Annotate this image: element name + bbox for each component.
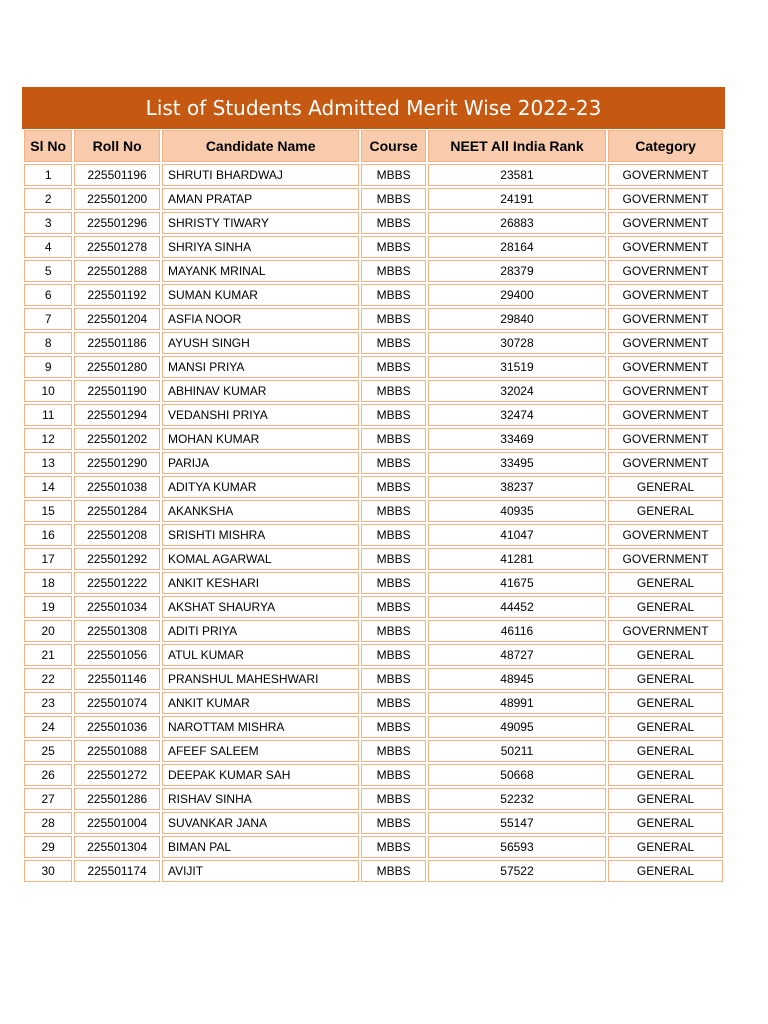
category-cell: GOVERNMENT: [608, 428, 723, 450]
sl-no-cell: 9: [24, 356, 72, 378]
sl-no-cell: 16: [24, 524, 72, 546]
course-cell: MBBS: [361, 236, 425, 258]
table-row: [24, 428, 723, 450]
candidate-name-cell: AMAN PRATAP: [162, 188, 359, 210]
neet-rank-cell: 33495: [428, 452, 606, 474]
course-cell: MBBS: [361, 476, 425, 498]
neet-rank-cell: 29840: [428, 308, 606, 330]
candidate-name-cell: SHRISTY TIWARY: [162, 212, 359, 234]
candidate-name-cell: SRISHTI MISHRA: [162, 524, 359, 546]
table-row: [24, 380, 723, 402]
neet-rank-cell: 26883: [428, 212, 606, 234]
course-cell: MBBS: [361, 164, 425, 186]
category-cell: GOVERNMENT: [608, 332, 723, 354]
table-row: [24, 620, 723, 642]
table-row: [24, 308, 723, 330]
course-cell: MBBS: [361, 308, 425, 330]
course-cell: MBBS: [361, 500, 425, 522]
candidate-name-cell: MOHAN KUMAR: [162, 428, 359, 450]
table-row: [24, 788, 723, 810]
table-row: [24, 596, 723, 618]
course-cell: MBBS: [361, 692, 425, 714]
candidate-name-cell: ANKIT KUMAR: [162, 692, 359, 714]
course-cell: MBBS: [361, 716, 425, 738]
roll-no-cell: 225501286: [74, 788, 160, 810]
candidate-name-cell: SUMAN KUMAR: [162, 284, 359, 306]
merit-list-sheet: [22, 87, 725, 884]
sl-no-cell: 20: [24, 620, 72, 642]
category-cell: GOVERNMENT: [608, 524, 723, 546]
table-row: [24, 476, 723, 498]
roll-no-cell: 225501146: [74, 668, 160, 690]
sl-no-cell: 12: [24, 428, 72, 450]
roll-no-cell: 225501190: [74, 380, 160, 402]
roll-no-cell: 225501202: [74, 428, 160, 450]
neet-rank-cell: 48991: [428, 692, 606, 714]
column-header-candidate-name: Candidate Name: [162, 130, 359, 162]
table-row: [24, 572, 723, 594]
neet-rank-cell: 38237: [428, 476, 606, 498]
course-cell: MBBS: [361, 788, 425, 810]
neet-rank-cell: 24191: [428, 188, 606, 210]
sl-no-cell: 13: [24, 452, 72, 474]
category-cell: GOVERNMENT: [608, 260, 723, 282]
neet-rank-cell: 28164: [428, 236, 606, 258]
roll-no-cell: 225501174: [74, 860, 160, 882]
neet-rank-cell: 44452: [428, 596, 606, 618]
roll-no-cell: 225501074: [74, 692, 160, 714]
roll-no-cell: 225501200: [74, 188, 160, 210]
neet-rank-cell: 33469: [428, 428, 606, 450]
course-cell: MBBS: [361, 860, 425, 882]
course-cell: MBBS: [361, 188, 425, 210]
roll-no-cell: 225501308: [74, 620, 160, 642]
table-row: [24, 284, 723, 306]
neet-rank-cell: 52232: [428, 788, 606, 810]
header-row: [24, 130, 723, 162]
roll-no-cell: 225501036: [74, 716, 160, 738]
roll-no-cell: 225501208: [74, 524, 160, 546]
category-cell: GOVERNMENT: [608, 548, 723, 570]
category-cell: GENERAL: [608, 788, 723, 810]
roll-no-cell: 225501296: [74, 212, 160, 234]
sl-no-cell: 8: [24, 332, 72, 354]
candidate-name-cell: SHRIYA SINHA: [162, 236, 359, 258]
candidate-name-cell: ANKIT KESHARI: [162, 572, 359, 594]
neet-rank-cell: 49095: [428, 716, 606, 738]
sl-no-cell: 26: [24, 764, 72, 786]
neet-rank-cell: 57522: [428, 860, 606, 882]
category-cell: GOVERNMENT: [608, 380, 723, 402]
category-cell: GOVERNMENT: [608, 452, 723, 474]
course-cell: MBBS: [361, 452, 425, 474]
table-row: [24, 404, 723, 426]
table-row: [24, 812, 723, 834]
candidate-name-cell: KOMAL AGARWAL: [162, 548, 359, 570]
category-cell: GENERAL: [608, 596, 723, 618]
category-cell: GENERAL: [608, 500, 723, 522]
table-row: [24, 716, 723, 738]
table-row: [24, 644, 723, 666]
candidate-name-cell: AFEEF SALEEM: [162, 740, 359, 762]
neet-rank-cell: 28379: [428, 260, 606, 282]
course-cell: MBBS: [361, 812, 425, 834]
category-cell: GOVERNMENT: [608, 164, 723, 186]
candidate-name-cell: ADITI PRIYA: [162, 620, 359, 642]
course-cell: MBBS: [361, 572, 425, 594]
category-cell: GENERAL: [608, 836, 723, 858]
course-cell: MBBS: [361, 380, 425, 402]
category-cell: GENERAL: [608, 644, 723, 666]
candidate-name-cell: ABHINAV KUMAR: [162, 380, 359, 402]
table-row: [24, 188, 723, 210]
neet-rank-cell: 50668: [428, 764, 606, 786]
candidate-name-cell: AKANKSHA: [162, 500, 359, 522]
roll-no-cell: 225501004: [74, 812, 160, 834]
candidate-name-cell: MAYANK MRINAL: [162, 260, 359, 282]
category-cell: GOVERNMENT: [608, 188, 723, 210]
table-row: [24, 548, 723, 570]
course-cell: MBBS: [361, 596, 425, 618]
course-cell: MBBS: [361, 836, 425, 858]
roll-no-cell: 225501222: [74, 572, 160, 594]
candidate-name-cell: ADITYA KUMAR: [162, 476, 359, 498]
course-cell: MBBS: [361, 428, 425, 450]
table-row: [24, 212, 723, 234]
course-cell: MBBS: [361, 620, 425, 642]
candidate-name-cell: PARIJA: [162, 452, 359, 474]
neet-rank-cell: 29400: [428, 284, 606, 306]
sl-no-cell: 25: [24, 740, 72, 762]
roll-no-cell: 225501284: [74, 500, 160, 522]
category-cell: GOVERNMENT: [608, 284, 723, 306]
neet-rank-cell: 23581: [428, 164, 606, 186]
course-cell: MBBS: [361, 644, 425, 666]
category-cell: GENERAL: [608, 668, 723, 690]
course-cell: MBBS: [361, 356, 425, 378]
table-row: [24, 692, 723, 714]
course-cell: MBBS: [361, 212, 425, 234]
category-cell: GOVERNMENT: [608, 404, 723, 426]
neet-rank-cell: 56593: [428, 836, 606, 858]
table-row: [24, 164, 723, 186]
roll-no-cell: 225501196: [74, 164, 160, 186]
sl-no-cell: 5: [24, 260, 72, 282]
neet-rank-cell: 55147: [428, 812, 606, 834]
roll-no-cell: 225501088: [74, 740, 160, 762]
category-cell: GENERAL: [608, 476, 723, 498]
students-table: [22, 128, 725, 884]
table-row: [24, 260, 723, 282]
roll-no-cell: 225501204: [74, 308, 160, 330]
roll-no-cell: 225501294: [74, 404, 160, 426]
sl-no-cell: 7: [24, 308, 72, 330]
roll-no-cell: 225501192: [74, 284, 160, 306]
neet-rank-cell: 32474: [428, 404, 606, 426]
neet-rank-cell: 41281: [428, 548, 606, 570]
table-row: [24, 740, 723, 762]
sl-no-cell: 29: [24, 836, 72, 858]
roll-no-cell: 225501288: [74, 260, 160, 282]
table-row: [24, 860, 723, 882]
candidate-name-cell: RISHAV SINHA: [162, 788, 359, 810]
category-cell: GOVERNMENT: [608, 356, 723, 378]
candidate-name-cell: SHRUTI BHARDWAJ: [162, 164, 359, 186]
sl-no-cell: 4: [24, 236, 72, 258]
table-row: [24, 668, 723, 690]
sl-no-cell: 2: [24, 188, 72, 210]
table-row: [24, 236, 723, 258]
sl-no-cell: 3: [24, 212, 72, 234]
category-cell: GENERAL: [608, 812, 723, 834]
category-cell: GENERAL: [608, 860, 723, 882]
sl-no-cell: 23: [24, 692, 72, 714]
sl-no-cell: 17: [24, 548, 72, 570]
roll-no-cell: 225501278: [74, 236, 160, 258]
table-body: [24, 164, 723, 882]
sl-no-cell: 10: [24, 380, 72, 402]
table-row: [24, 332, 723, 354]
table-row: [24, 836, 723, 858]
table-row: [24, 452, 723, 474]
neet-rank-cell: 32024: [428, 380, 606, 402]
sl-no-cell: 24: [24, 716, 72, 738]
roll-no-cell: 225501056: [74, 644, 160, 666]
roll-no-cell: 225501290: [74, 452, 160, 474]
table-row: [24, 524, 723, 546]
table-row: [24, 356, 723, 378]
category-cell: GENERAL: [608, 716, 723, 738]
neet-rank-cell: 41675: [428, 572, 606, 594]
roll-no-cell: 225501186: [74, 332, 160, 354]
course-cell: MBBS: [361, 548, 425, 570]
neet-rank-cell: 40935: [428, 500, 606, 522]
neet-rank-cell: 46116: [428, 620, 606, 642]
category-cell: GOVERNMENT: [608, 308, 723, 330]
candidate-name-cell: ATUL KUMAR: [162, 644, 359, 666]
sl-no-cell: 6: [24, 284, 72, 306]
category-cell: GOVERNMENT: [608, 620, 723, 642]
course-cell: MBBS: [361, 332, 425, 354]
candidate-name-cell: SUVANKAR JANA: [162, 812, 359, 834]
neet-rank-cell: 31519: [428, 356, 606, 378]
neet-rank-cell: 48727: [428, 644, 606, 666]
course-cell: MBBS: [361, 260, 425, 282]
candidate-name-cell: PRANSHUL MAHESHWARI: [162, 668, 359, 690]
sl-no-cell: 1: [24, 164, 72, 186]
course-cell: MBBS: [361, 740, 425, 762]
candidate-name-cell: BIMAN PAL: [162, 836, 359, 858]
category-cell: GENERAL: [608, 692, 723, 714]
candidate-name-cell: VEDANSHI PRIYA: [162, 404, 359, 426]
column-header-roll-no: Roll No: [74, 130, 160, 162]
candidate-name-cell: AYUSH SINGH: [162, 332, 359, 354]
sl-no-cell: 14: [24, 476, 72, 498]
neet-rank-cell: 30728: [428, 332, 606, 354]
category-cell: GENERAL: [608, 764, 723, 786]
course-cell: MBBS: [361, 404, 425, 426]
table-row: [24, 764, 723, 786]
column-header-category: Category: [608, 130, 723, 162]
column-header-course: Course: [361, 130, 425, 162]
sl-no-cell: 28: [24, 812, 72, 834]
sl-no-cell: 15: [24, 500, 72, 522]
page-title: List of Students Admitted Merit Wise 2022-23: [22, 87, 725, 129]
course-cell: MBBS: [361, 764, 425, 786]
column-header-sl-no: Sl No: [24, 130, 72, 162]
table-row: [24, 500, 723, 522]
sl-no-cell: 22: [24, 668, 72, 690]
neet-rank-cell: 41047: [428, 524, 606, 546]
sl-no-cell: 19: [24, 596, 72, 618]
neet-rank-cell: 50211: [428, 740, 606, 762]
sl-no-cell: 18: [24, 572, 72, 594]
neet-rank-cell: 48945: [428, 668, 606, 690]
course-cell: MBBS: [361, 668, 425, 690]
category-cell: GENERAL: [608, 572, 723, 594]
course-cell: MBBS: [361, 284, 425, 306]
sl-no-cell: 27: [24, 788, 72, 810]
candidate-name-cell: NAROTTAM MISHRA: [162, 716, 359, 738]
column-header-neet-rank: NEET All India Rank: [428, 130, 606, 162]
category-cell: GOVERNMENT: [608, 212, 723, 234]
table-header: [24, 130, 723, 162]
candidate-name-cell: AKSHAT SHAURYA: [162, 596, 359, 618]
category-cell: GENERAL: [608, 740, 723, 762]
candidate-name-cell: AVIJIT: [162, 860, 359, 882]
roll-no-cell: 225501292: [74, 548, 160, 570]
roll-no-cell: 225501280: [74, 356, 160, 378]
roll-no-cell: 225501034: [74, 596, 160, 618]
roll-no-cell: 225501038: [74, 476, 160, 498]
candidate-name-cell: MANSI PRIYA: [162, 356, 359, 378]
course-cell: MBBS: [361, 524, 425, 546]
sl-no-cell: 11: [24, 404, 72, 426]
category-cell: GOVERNMENT: [608, 236, 723, 258]
sl-no-cell: 30: [24, 860, 72, 882]
roll-no-cell: 225501304: [74, 836, 160, 858]
candidate-name-cell: ASFIA NOOR: [162, 308, 359, 330]
sl-no-cell: 21: [24, 644, 72, 666]
candidate-name-cell: DEEPAK KUMAR SAH: [162, 764, 359, 786]
roll-no-cell: 225501272: [74, 764, 160, 786]
